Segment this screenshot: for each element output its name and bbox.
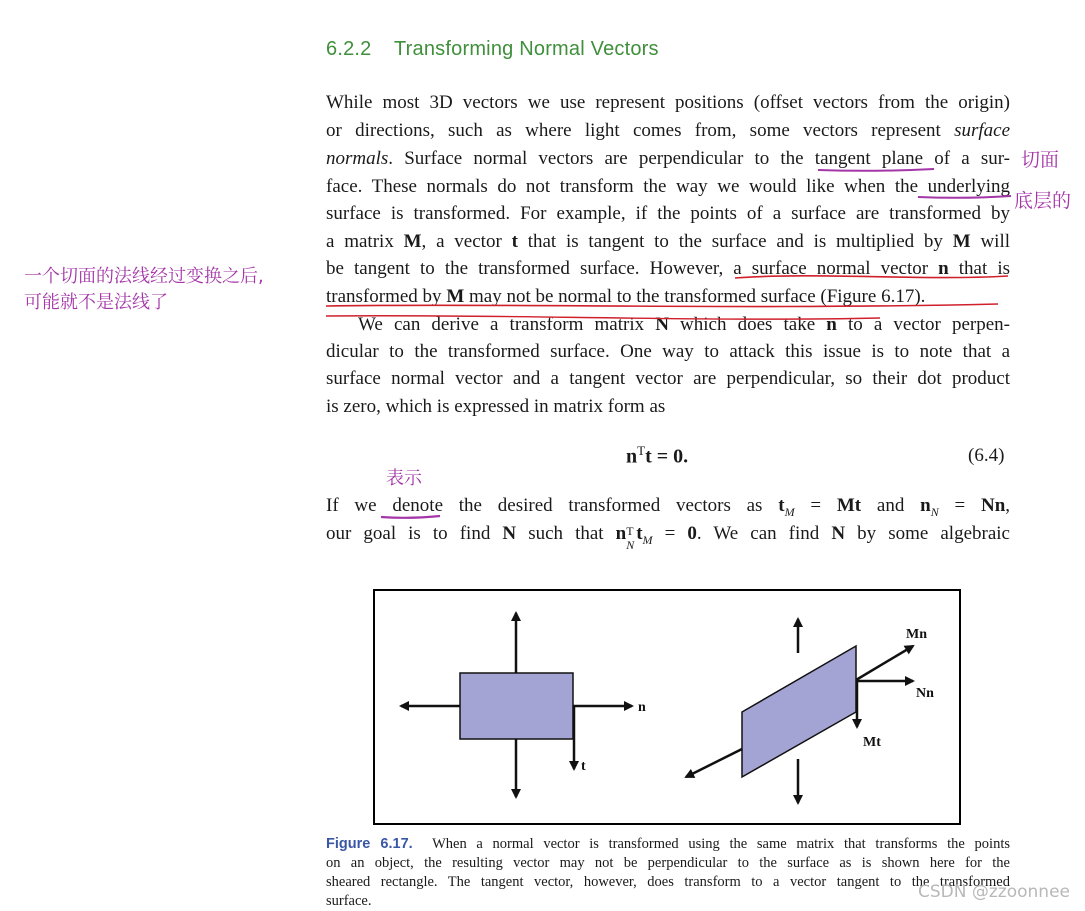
emphasis-surface: surface <box>954 120 1010 141</box>
right-arrow-lower-left <box>686 748 744 777</box>
label-n: n <box>638 700 646 715</box>
side-note-line-2: 可能就不是法线了 <box>24 292 168 313</box>
sheared-parallelogram <box>742 646 856 777</box>
equation-6-4: $n^Tt = 0$. <box>626 443 689 468</box>
p1-line-6: a matrix M, a vector t that is tangent to the surface and is multiplied by M will <box>326 231 1011 252</box>
emphasis-normals: normals <box>326 148 389 169</box>
caption-line-3: sheared rectangle. The tangent vector, however, does transform to a vector tangent to the transformed <box>326 874 1010 890</box>
p1-line-4: face. These normals do not transform the way we would like when the underlying <box>326 176 1010 197</box>
left-diagram <box>401 613 646 797</box>
p3-line-2: our goal is to find N such that n T N $t_M = 0$. We can find N by some algebraic <box>326 523 1010 552</box>
underline-underlying <box>918 196 1011 198</box>
section-number: 6.2.2 <box>326 38 372 60</box>
p1-line-5: surface is transformed. For example, if the points of a surface are transformed by <box>326 203 1010 224</box>
figure-caption <box>326 835 1010 911</box>
underline-denote <box>381 516 440 518</box>
section-title: Transforming Normal Vectors <box>394 38 659 60</box>
p2-line-2: dicular to the transformed surface. One way to attack this issue is to note that a <box>326 341 1010 362</box>
p1-line-2: or directions, such as where light comes from, some vectors represent surface <box>326 120 1010 141</box>
caption-line-4: surface. <box>326 893 372 909</box>
label-Nn: Nn <box>916 686 934 701</box>
p1-line-7: be tangent to the transformed surface. However, a surface normal vector n that is <box>326 258 1010 279</box>
right-diagram <box>686 619 934 803</box>
equation-number: (6.4) <box>968 445 1005 466</box>
figure-6-17 <box>373 589 961 825</box>
p1-line-3: normals. Surface normal vectors are perpendicular to the tangent plane of a sur- <box>326 148 1010 169</box>
p2-line-4: is zero, which is expressed in matrix form as <box>326 396 666 417</box>
underline-tangent-plane <box>818 169 934 171</box>
caption-label: Figure 6.17. <box>326 836 413 852</box>
caption-line-1: Figure 6.17. When a normal vector is transformed using the same matrix that transforms the points <box>326 836 1010 852</box>
underline-red-3 <box>326 316 880 319</box>
note-underlying: 底层的 <box>1014 190 1072 212</box>
p1-line-8: transformed by M may not be normal to the transformed surface (Figure 6.17). <box>326 286 926 307</box>
p2-line-3: surface normal vector and a tangent vector are perpendicular, so their dot product <box>326 368 1010 389</box>
p1-line-1: While most 3D vectors we use represent positions (offset vectors from the origin) <box>326 92 1010 113</box>
underline-red-1 <box>735 276 1008 278</box>
original-rectangle <box>460 673 573 739</box>
equation-rest: t = 0. <box>645 445 689 468</box>
label-t: t <box>581 759 586 774</box>
note-tangent-plane: 切面 <box>1021 149 1060 171</box>
underline-red-2 <box>326 304 998 307</box>
transformed-normal-Mn <box>856 646 913 680</box>
p2-line-1: We can derive a transform matrix N which does take n to a vector perpen- <box>358 314 1010 335</box>
label-Mt: Mt <box>863 735 881 750</box>
side-note-line-1: 一个切面的法线经过变换之后, <box>24 266 264 287</box>
watermark: CSDN @zzoonnee <box>918 882 1070 902</box>
note-denote: 表示 <box>386 468 422 489</box>
label-Mn: Mn <box>906 627 927 642</box>
figure-diagram <box>375 591 959 823</box>
caption-line-2: on an object, the resulting vector may not be perpendicular to the surface as is shown here for the <box>326 855 1010 871</box>
p3-line-1: If we denote the desired transformed vectors as $t_M = Mt$ and $n_N = Nn$, <box>326 495 1011 519</box>
